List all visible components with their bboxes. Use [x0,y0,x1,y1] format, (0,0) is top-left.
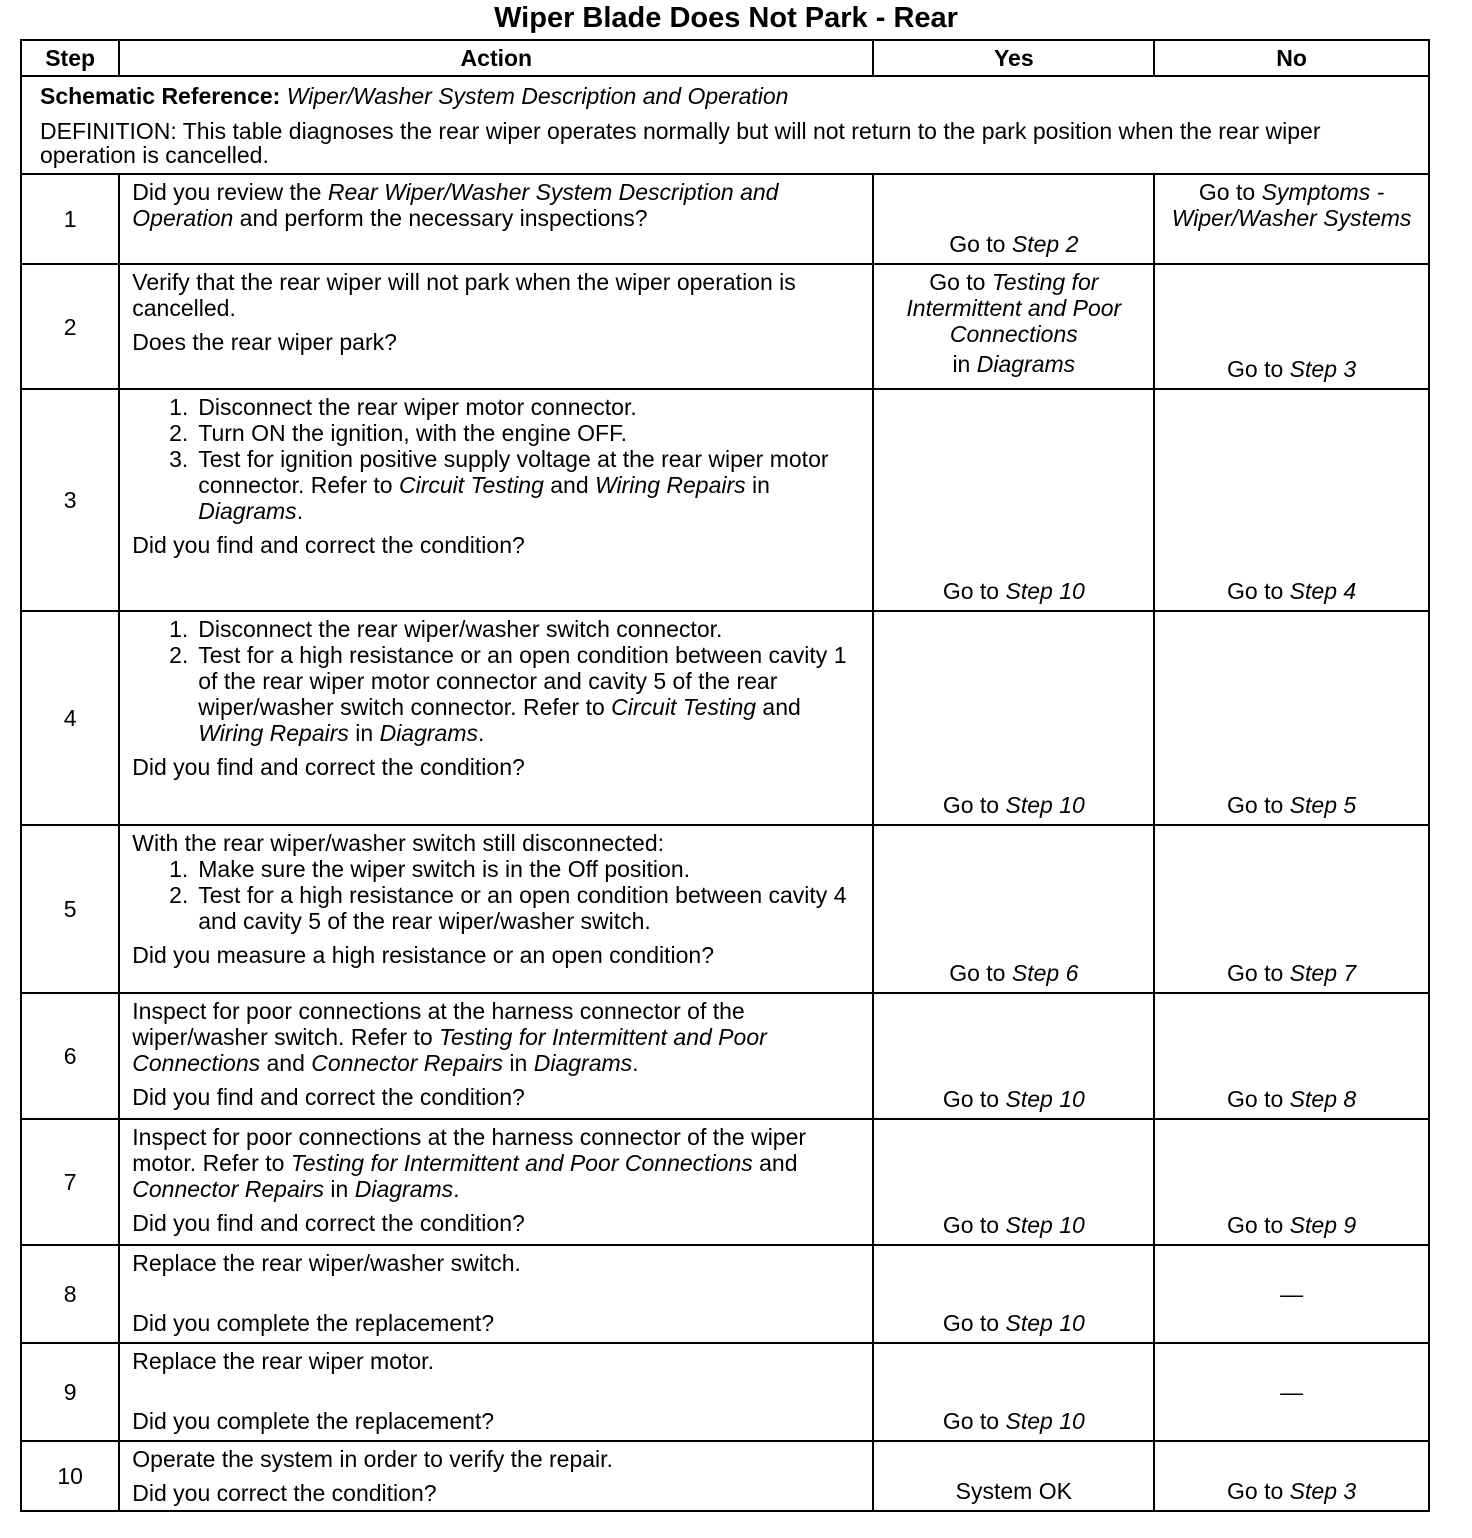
no-cell [1154,825,1429,993]
action-cell [119,1441,873,1511]
yes-text: Go to [942,578,1006,604]
item-text: Test for a high resistance or an open condition between cavity 4 and cavity 5 of the rear wiper/washer switch. [198,882,847,934]
item-text: in [348,720,380,746]
item-ref: Diagrams [198,498,297,524]
action-cell [119,1119,873,1245]
yes-text: Go to [942,1086,1006,1112]
item-text: Disconnect the rear wiper motor connector. [198,394,637,420]
action-question: Did you complete the replacement? [132,1408,495,1434]
table-row [21,1343,1429,1441]
item-ref: Wiring Repairs [595,472,746,498]
no-ref: Step 8 [1289,1086,1357,1112]
yes-ref: Step 2 [1011,231,1079,257]
item-number: 2. [169,420,189,446]
yes-text: in [952,351,977,377]
table-row [21,1441,1429,1511]
item-number: 3. [169,446,189,472]
action-text: Did you review the [132,179,328,205]
action-cell [119,825,873,993]
header-no: No [1154,40,1429,76]
header-row [21,40,1429,76]
list-item [132,856,860,882]
yes-text: Go to [942,1310,1006,1336]
step-number: 8 [21,1245,119,1343]
action-text: . [632,1050,639,1076]
yes-ref: Step 10 [1005,1310,1085,1336]
diagnostic-table [20,39,1430,1512]
step-number: 7 [21,1119,119,1245]
no-text: Go to [1227,1086,1290,1112]
yes-cell [873,389,1154,611]
no-text: Go to [1227,578,1290,604]
action-question: Does the rear wiper park? [132,329,397,355]
item-text: and [543,472,596,498]
item-text: . [478,720,485,746]
item-text: Make sure the wiper switch is in the Off position. [198,856,691,882]
item-number: 1. [169,856,189,882]
no-text: — [1280,1379,1304,1405]
no-ref: Step 9 [1289,1212,1357,1238]
item-number: 1. [169,394,189,420]
yes-ref: Step 10 [1005,578,1085,604]
action-cell [119,389,873,611]
yes-ref: Diagrams [976,351,1076,377]
item-text: and [756,694,801,720]
step-number: 6 [21,993,119,1119]
table-row [21,611,1429,825]
list-item [132,616,860,642]
action-text: Inspect for poor connections at the harness connector of the wiper/washer switch. Refer to [132,998,745,1050]
list-item [132,642,860,746]
no-text: Go to [1198,179,1262,205]
yes-ref: Step 6 [1011,960,1079,986]
no-cell [1154,1343,1429,1441]
step-number: 1 [21,174,119,264]
action-text: Verify that the rear wiper will not park when the wiper operation is cancelled. [132,269,796,321]
schematic-ref: Wiper/Washer System Description and Operation [286,83,789,109]
page-title: Wiper Blade Does Not Park - Rear [494,2,958,34]
no-cell [1154,1119,1429,1245]
action-list [132,856,860,934]
action-question: Did you complete the replacement? [132,1310,495,1336]
item-text: Test for a high resistance or an open condition between cavity 1 of the rear wiper motor connector and cavity 5 of the rear wiper/washer switch connector. Refer to [198,642,847,720]
no-text: Go to [1227,792,1290,818]
action-question: Did you find and correct the condition? [132,754,525,780]
yes-ref: Step 10 [1005,1408,1085,1434]
no-text: Go to [1227,960,1290,986]
item-text: Disconnect the rear wiper/washer switch connector. [198,616,723,642]
table-row [21,1245,1429,1343]
yes-text: System OK [955,1478,1072,1504]
action-text: With the rear wiper/washer switch still disconnected: [132,830,665,856]
action-ref: Diagrams [533,1050,633,1076]
action-question: Did you find and correct the condition? [132,532,525,558]
step-number: 5 [21,825,119,993]
action-text: . [453,1176,460,1202]
yes-text: Go to [942,1408,1006,1434]
action-question: Did you find and correct the condition? [132,1210,525,1236]
yes-ref: Step 10 [1005,1086,1085,1112]
no-cell [1154,389,1429,611]
action-cell [119,993,873,1119]
action-text: Replace the rear wiper/washer switch. [132,1250,521,1276]
no-cell [1154,611,1429,825]
yes-ref: Step 10 [1005,792,1085,818]
step-number: 3 [21,389,119,611]
action-ref: Testing for Intermittent and Poor Connections [290,1150,753,1176]
no-ref: Step 7 [1289,960,1357,986]
action-list [132,394,860,524]
table-row [21,264,1429,389]
action-ref: Testing for Intermittent and Poor Connections [132,1024,767,1076]
table-row [21,825,1429,993]
action-text: in [324,1176,355,1202]
action-ref: Connector Repairs [311,1050,504,1076]
item-text: Test for ignition positive supply voltage at the rear wiper motor connector. Refer to [198,446,829,498]
item-number: 2. [169,642,189,668]
no-ref: Symptoms - Wiper/Washer Systems [1171,179,1412,231]
action-text: Operate the system in order to verify the repair. [132,1446,613,1472]
action-cell [119,174,873,264]
no-ref: Step 5 [1289,792,1357,818]
no-cell [1154,1441,1429,1511]
step-number: 4 [21,611,119,825]
yes-cell [873,1245,1154,1343]
no-ref: Step 3 [1289,1478,1357,1504]
item-text: Turn ON the ignition, with the engine OFF. [198,420,627,446]
item-number: 1. [169,616,189,642]
item-number: 2. [169,882,189,908]
table-row [21,389,1429,611]
yes-text: Go to [942,1212,1006,1238]
action-text: in [503,1050,534,1076]
table-row [21,1119,1429,1245]
yes-ref: Testing for Intermittent and Poor Connections [906,269,1122,347]
action-question: Did you find and correct the condition? [132,1084,525,1110]
no-cell [1154,174,1429,264]
list-item [132,882,860,934]
action-ref: Connector Repairs [132,1176,325,1202]
no-cell [1154,993,1429,1119]
action-cell [119,611,873,825]
header-yes: Yes [873,40,1154,76]
no-cell [1154,1245,1429,1343]
action-cell [119,264,873,389]
yes-cell [873,1119,1154,1245]
action-text: Replace the rear wiper motor. [132,1348,434,1374]
item-ref: Diagrams [379,720,478,746]
step-number: 10 [21,1441,119,1511]
no-ref: Step 4 [1289,578,1357,604]
no-cell [1154,264,1429,389]
definition-text: DEFINITION: This table diagnoses the rear wiper operates normally but will not return to the park position when the rear wiper operation is cancelled. [40,118,1321,168]
list-item [132,446,860,524]
action-ref: Rear Wiper/Washer System Description and Operation [132,179,779,231]
yes-cell [873,174,1154,264]
action-question: Did you correct the condition? [132,1480,437,1506]
yes-ref: Step 10 [1005,1212,1085,1238]
list-item [132,394,860,420]
table-row [21,174,1429,264]
no-text: — [1280,1281,1304,1307]
item-ref: Wiring Repairs [198,720,349,746]
no-text: Go to [1227,356,1290,382]
yes-text: Go to [942,792,1006,818]
no-text: Go to [1227,1212,1290,1238]
action-cell [119,1245,873,1343]
yes-text: Go to [929,269,992,295]
schematic-cell [21,76,1429,174]
no-ref: Step 3 [1289,356,1357,382]
table-row [21,993,1429,1119]
action-text: Inspect for poor connections at the harness connector of the wiper motor. Refer to [132,1124,807,1176]
yes-cell [873,993,1154,1119]
action-list [132,616,860,746]
header-action: Action [119,40,873,76]
yes-cell [873,825,1154,993]
schematic-row [21,76,1429,174]
yes-cell [873,1343,1154,1441]
action-text: and [260,1050,312,1076]
schematic-label: Schematic Reference: [40,83,281,109]
yes-cell [873,264,1154,389]
action-text: and [752,1150,798,1176]
item-text: in [745,472,770,498]
action-question: Did you measure a high resistance or an open condition? [132,942,715,968]
item-ref: Circuit Testing [399,472,544,498]
item-text: . [296,498,304,524]
step-number: 9 [21,1343,119,1441]
no-text: Go to [1227,1478,1290,1504]
header-step: Step [21,40,119,76]
yes-text: Go to [949,960,1012,986]
item-ref: Circuit Testing [611,694,757,720]
yes-text: Go to [949,231,1012,257]
list-item [132,420,860,446]
action-ref: Diagrams [354,1176,454,1202]
action-text: and perform the necessary inspections? [233,205,648,231]
yes-cell [873,611,1154,825]
action-cell [119,1343,873,1441]
step-number: 2 [21,264,119,389]
yes-cell [873,1441,1154,1511]
